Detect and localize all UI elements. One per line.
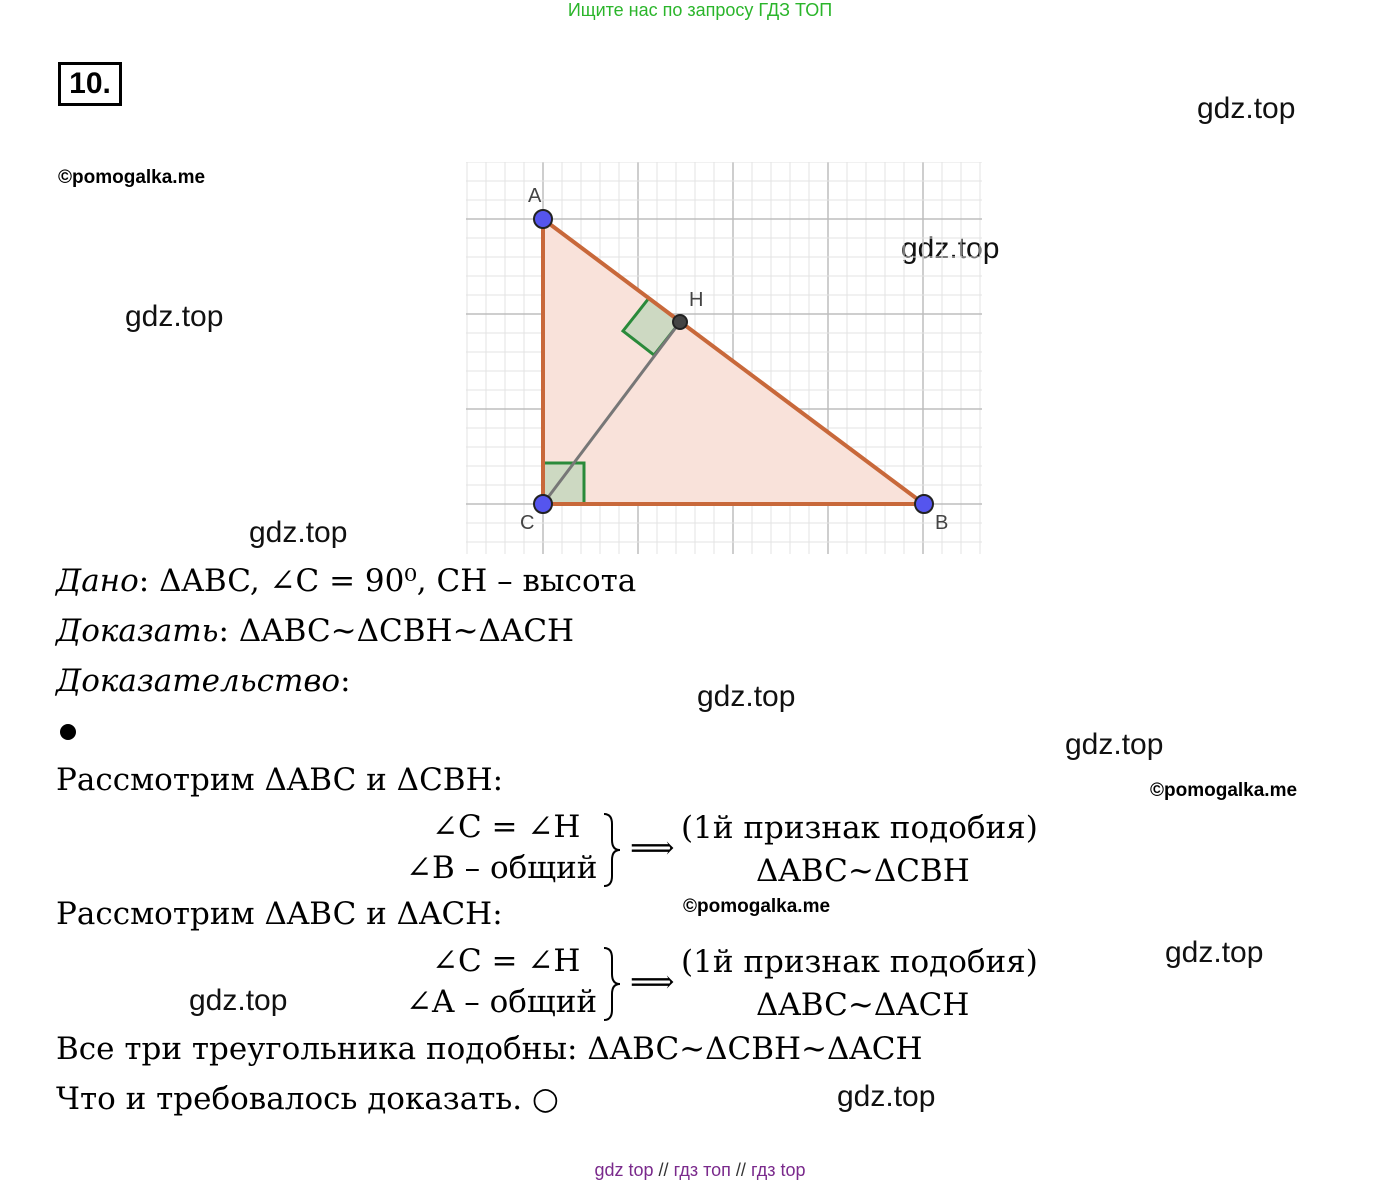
case2-result: ΔABC~ΔACH [756, 987, 970, 1023]
point-h [673, 315, 687, 329]
watermark-gdz: gdz.top [697, 680, 796, 713]
proof-colon: : [340, 663, 351, 699]
case2-cond1: ∠C = ∠H [432, 943, 581, 979]
bottom-nav [0, 1160, 1400, 1181]
watermark-gdz: gdz.top [1197, 92, 1296, 125]
prove-text: : ΔABC~ΔCBH~ΔACH [218, 613, 575, 649]
given-line [56, 563, 636, 599]
watermark-copyright: ©pomogalka.me [58, 167, 206, 188]
bottom-separator: // [735, 1160, 746, 1180]
given-label: Дано [56, 563, 139, 599]
case1-cond1: ∠C = ∠H [432, 809, 581, 845]
case2-arrow: ⟹ [630, 964, 675, 1000]
bottom-link-3[interactable]: гдз top [750, 1160, 806, 1180]
case1-reason: (1й признак подобия) [681, 810, 1038, 846]
watermark-gdz: gdz.top [249, 516, 348, 549]
bottom-link-1[interactable]: gdz top [594, 1160, 654, 1180]
watermark-gdz: gdz.top [901, 232, 1000, 265]
proof-line [56, 663, 351, 699]
bottom-separator: // [658, 1160, 669, 1180]
point-a [534, 210, 552, 228]
bullet [60, 724, 76, 740]
case1-arrow: ⟹ [630, 830, 675, 866]
proof-label: Доказательство [56, 663, 341, 699]
watermark-gdz: gdz.top [125, 300, 224, 333]
case2-cond2: ∠A – общий [406, 984, 598, 1020]
prove-line [56, 613, 574, 649]
top-banner[interactable]: Ищите нас по запросу ГДЗ ТОП [567, 0, 833, 20]
case2-brace [600, 946, 622, 1022]
case1-intro: Рассмотрим ΔABC и ΔCBH: [56, 762, 504, 798]
label-b: B [935, 512, 949, 534]
conclusion: Все три треугольника подобны: ΔABC~ΔCBH~ΔACH [56, 1031, 923, 1067]
watermark-gdz: gdz.top [837, 1080, 936, 1113]
case2-intro: Рассмотрим ΔABC и ΔACH: [56, 896, 503, 932]
case1-brace [600, 812, 622, 888]
watermark-gdz: gdz.top [1065, 728, 1164, 761]
point-b [915, 495, 933, 513]
bottom-link-2[interactable]: гдз топ [673, 1160, 731, 1180]
watermark-gdz: gdz.top [1165, 936, 1264, 969]
label-a: A [528, 185, 542, 207]
case1-cond2: ∠B – общий [406, 850, 598, 886]
case2-reason: (1й признак подобия) [681, 944, 1038, 980]
label-h: H [689, 289, 704, 311]
prove-label: Доказать [56, 613, 219, 649]
triangle-figure [466, 162, 982, 554]
watermark-copyright: ©pomogalka.me [683, 896, 831, 917]
watermark-gdz: gdz.top [189, 984, 288, 1017]
qed: Что и требовалось доказать. ○ [56, 1081, 559, 1117]
exercise-number: 10. [58, 62, 122, 106]
label-c: C [520, 512, 535, 534]
watermark-copyright: ©pomogalka.me [1150, 780, 1298, 801]
case1-result: ΔABC~ΔCBH [756, 853, 970, 889]
given-text: : ΔABC, ∠C = 90⁰, CH – высота [138, 563, 637, 599]
point-c [534, 495, 552, 513]
